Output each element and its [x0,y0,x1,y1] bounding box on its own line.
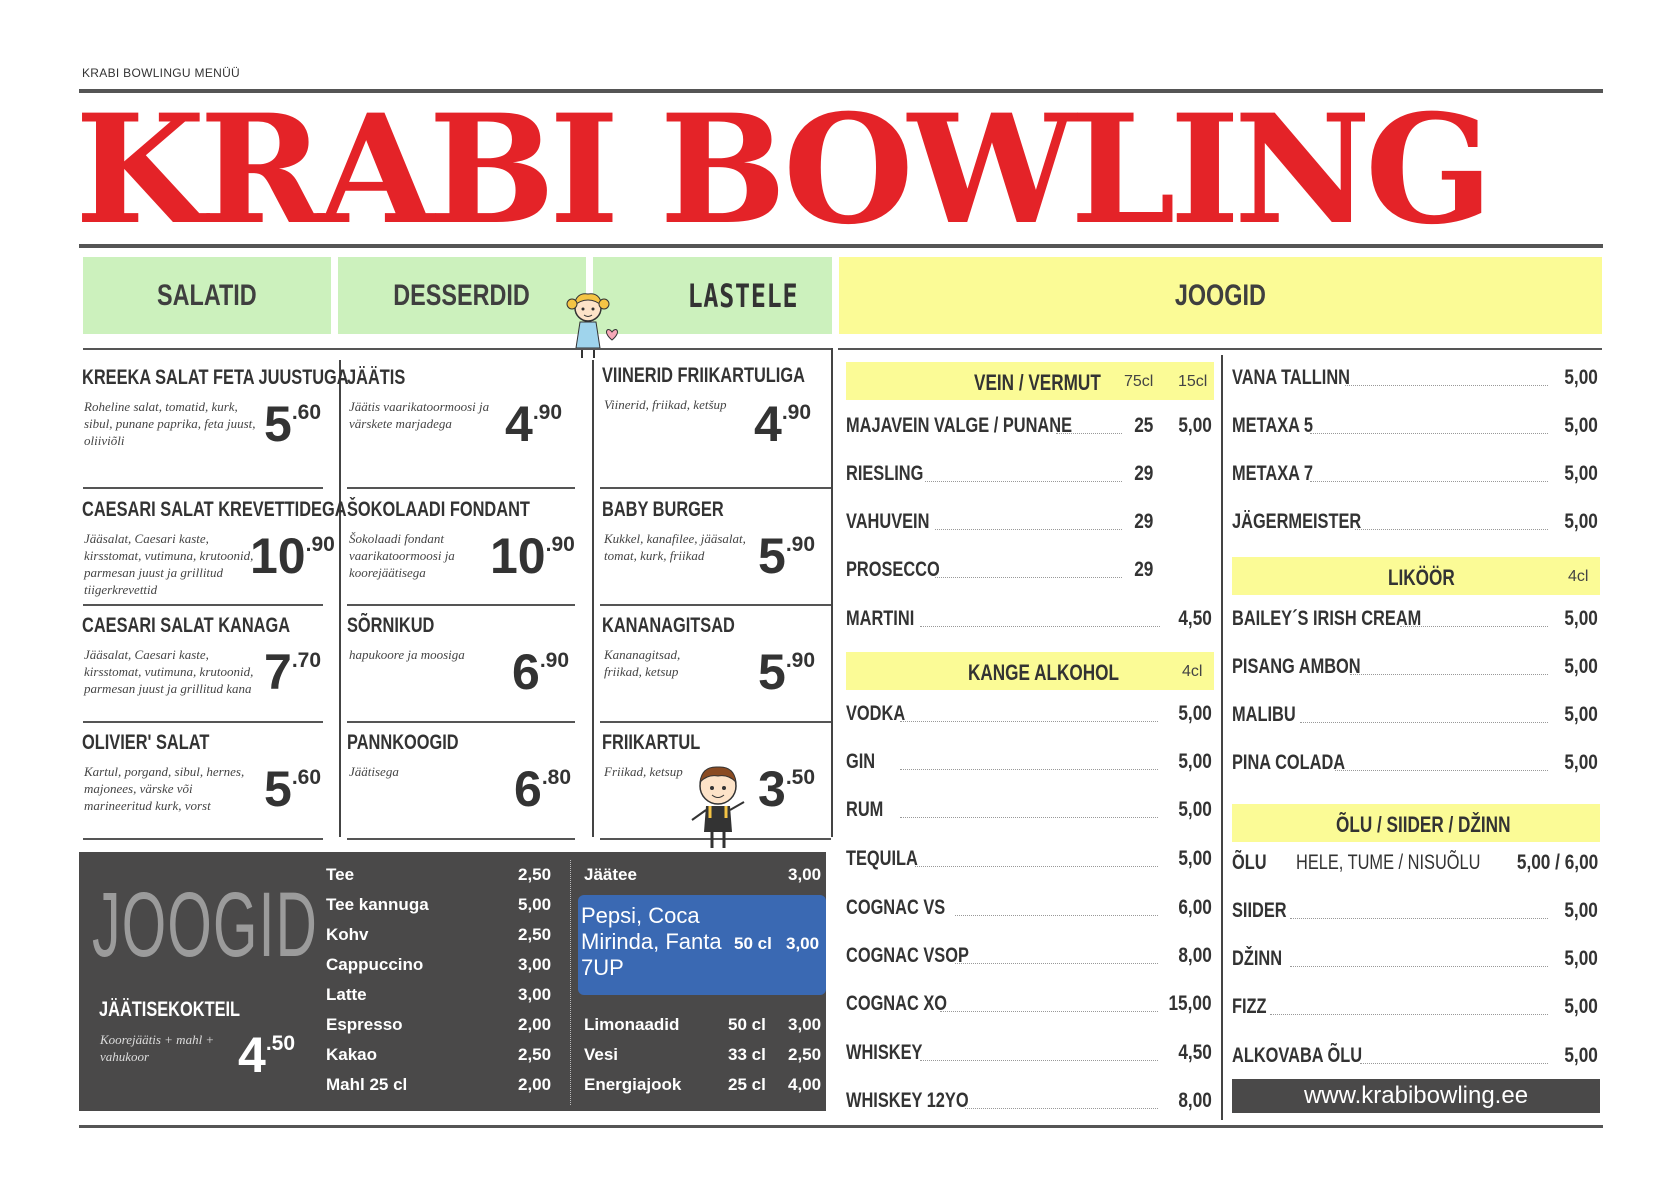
liqueur-header [1232,557,1600,595]
drinks-top-rule [838,348,1602,350]
item-desc: Kananagitsad, friikad, ketsup [604,647,681,679]
drink-price: 2,50 [518,1045,552,1064]
spirits-price: 6,00 [1178,896,1212,919]
page-label: KRABI BOWLINGU MENÜÜ [82,66,241,80]
spirits-item: COGNAC XO [846,992,948,1015]
liqueur-price: 5,00 [1564,751,1598,774]
drink-name: Mahl 25 cl [326,1075,408,1094]
header-desserdid-label: DESSERDID [393,278,531,312]
liqueur-vol: 4cl [1568,568,1589,585]
dot-leader [1290,918,1548,919]
cocktail-desc: Koorejäätis + mahl + vahukoor [100,1032,215,1064]
menu-item-dessert [347,366,587,476]
drink-name: Kakao [326,1045,378,1064]
item-desc: Viinerid, friikad, ketšup [604,397,727,412]
liquor-item: METAXA 7 [1232,462,1313,485]
header-lastele [593,257,832,334]
menu-item-kids [602,614,832,724]
beer-desc: HELE, TUME / NISUÕLU [1296,851,1481,874]
header-desserdid [338,257,586,334]
drink-name: Jäätee [584,865,637,884]
dot-leader [1335,770,1548,771]
bottom-rule [79,1125,1603,1128]
drink-name: Kohv [326,925,369,944]
liquor-item: VANA TALLINN [1232,366,1350,389]
drink-name: Vesi [584,1045,619,1064]
item-desc: Roheline salat, tomatid, kurk, sibul, punane paprika, feta juust, oliiviõli [84,399,256,448]
wine-price-75: 25 [1133,414,1153,437]
drink-price: 3,00 [518,985,552,1004]
title-rule [79,244,1603,248]
item-price: 7.70 [264,644,322,700]
row-divider [347,487,575,489]
item-desc: Kartul, porgand, sibul, hernes, majonees, värske või marineeritud kurk, vorst [84,764,245,813]
dot-leader [935,577,1122,578]
beer-price: 5,00 / 6,00 [1516,851,1598,874]
spirits-item: COGNAC VS [846,896,946,919]
item-price: 4.90 [505,396,563,452]
item-name: FRIIKARTUL [602,731,701,754]
wine-price-15: 4,50 [1178,607,1212,630]
header-salatid [83,257,331,334]
drink-price: 2,00 [518,1075,552,1094]
spirits-item: GIN [846,750,876,773]
beer-price: 5,00 [1564,1044,1598,1067]
beer-item: DŽINN [1232,947,1283,970]
menu-item-salad [82,614,327,724]
drink-price: 3,00 [518,955,552,974]
dot-leader [1345,385,1548,386]
item-desc: hapukoore ja moosiga [349,647,465,662]
spirits-item: RUM [846,798,884,821]
drink-name: Espresso [326,1015,403,1034]
menu-item-salad [82,731,327,841]
wine-item: VAHUVEIN [846,510,930,533]
item-name: VIINERID FRIIKARTULIGA [602,364,805,387]
dot-leader [1310,433,1548,434]
item-price: 6.90 [512,644,570,700]
wine-price-15: 5,00 [1178,414,1212,437]
website-url[interactable]: www.krabibowling.ee [1232,1079,1600,1113]
wine-vol-15: 15cl [1178,373,1208,390]
item-desc: Jäätis vaarikatoormoosi ja värskete marjadega [349,399,490,431]
spirits-item: WHISKEY 12YO [846,1089,969,1112]
item-desc: Jäätisega [349,764,399,779]
dot-leader [1360,1063,1548,1064]
col-divider [592,360,594,837]
item-name: KANANAGITSAD [602,614,735,637]
cocktail-name: JÄÄTISEKOKTEIL [99,998,241,1021]
spirits-price: 4,50 [1178,1041,1212,1064]
dot-leader [1400,626,1548,627]
item-price: 5.60 [264,396,322,452]
beer-title: ÕLU / SIIDER / DŽINN [1336,812,1511,837]
wine-price-75: 29 [1133,558,1153,581]
spirits-price: 8,00 [1178,1089,1212,1112]
wine-vol-75: 75cl [1124,373,1154,390]
beer-price: 5,00 [1564,995,1598,1018]
liqueur-price: 5,00 [1564,655,1598,678]
header-lastele-label: LASTELE [687,276,799,315]
dot-leader [940,1011,1158,1012]
liquor-price: 5,00 [1564,414,1598,437]
spirits-price: 5,00 [1178,847,1212,870]
beer-item: ALKOVABA ÕLU [1232,1044,1363,1067]
item-desc: Jääsalat, Caesari kaste, kirsstomat, vutimuna, krutoonid, parmesan juust ja grillitud kana [84,647,254,696]
menu-item-salad [82,366,349,476]
item-desc: Jääsalat, Caesari kaste, kirsstomat, vutimuna, krutoonid, parmesan juust ja grillitud tiigerkrevettid [84,531,254,597]
soft-drinks-title: JOOGID [92,874,319,976]
item-name: PANNKOOGID [347,731,459,754]
item-name: OLIVIER' SALAT [82,731,210,754]
liqueur-item: PISANG AMBON [1232,655,1361,678]
spirits-price: 8,00 [1178,944,1212,967]
dot-leader [1310,481,1548,482]
dot-leader [1290,966,1548,967]
item-name: ŠOKOLAADI FONDANT [347,498,530,521]
menu-item-salad [82,498,347,608]
spirits-price: 5,00 [1178,798,1212,821]
dot-leader [1350,674,1548,675]
dot-leader [965,1108,1158,1109]
item-price: 6.80 [514,761,572,817]
wine-item: MAJAVEIN VALGE / PUNANE [846,414,1073,437]
dot-leader [920,626,1160,627]
item-price: 10.90 [250,528,335,584]
item-desc: Friikad, ketsup [604,764,683,779]
item-name: BABY BURGER [602,498,724,521]
boy-illustration [688,762,748,852]
soda-names: Pepsi, Coca Mirinda, Fanta 7UP [581,903,722,980]
drink-price: 5,00 [518,895,552,914]
drink-volume: 25 cl [728,1075,766,1094]
liquor-item: METAXA 5 [1232,414,1313,437]
spirits-vol: 4cl [1182,663,1203,680]
spirits-item: TEQUILA [846,847,918,870]
dot-leader [925,481,1122,482]
beer-item: SIIDER [1232,899,1287,922]
wine-item: PROSECCO [846,558,940,581]
drink-price: 4,00 [788,1075,822,1094]
liqueur-item: MALIBU [1232,703,1296,726]
wine-title: VEIN / VERMUT [974,370,1101,395]
dotted-divider [570,860,571,1105]
liqueur-price: 5,00 [1564,607,1598,630]
dot-leader [920,1060,1158,1061]
liquor-price: 5,00 [1564,366,1598,389]
beer-item: FIZZ [1232,995,1267,1018]
menu-item-dessert [347,731,587,841]
item-price: 10.90 [490,528,575,584]
wine-price-75: 29 [1133,510,1153,533]
drink-name: Cappuccino [326,955,424,974]
row-divider [83,487,323,489]
liquor-item: JÄGERMEISTER [1232,510,1362,533]
menu-item-dessert [347,498,592,608]
dot-leader [955,915,1158,916]
spirits-price: 5,00 [1178,702,1212,725]
menu-item-dessert [347,614,587,724]
liqueur-item: BAILEY´S IRISH CREAM [1232,607,1422,630]
beer-price: 5,00 [1564,947,1598,970]
drink-name: Latte [326,985,367,1004]
drink-price: 2,00 [518,1015,552,1034]
item-name: CAESARI SALAT KREVETTIDEGA [82,498,347,521]
dot-leader [915,866,1158,867]
item-name: SÕRNIKUD [347,614,435,637]
dot-leader [900,721,1158,722]
drink-price: 3,00 [788,865,822,884]
dot-leader [935,529,1122,530]
item-price: 4.90 [754,396,812,452]
food-top-rule [83,348,832,350]
soda-volume: 50 cl [734,934,772,953]
drink-price: 3,00 [788,1015,822,1034]
liqueur-price: 5,00 [1564,703,1598,726]
liqueur-item: PINA COLADA [1232,751,1346,774]
col-divider [339,360,341,837]
item-price: 3.50 [758,761,816,817]
drink-price: 2,50 [788,1045,822,1064]
cocktail-price: 4.50 [238,1027,296,1083]
item-price: 5.90 [758,644,816,700]
spirits-price: 15,00 [1168,992,1212,1015]
spirits-header [846,652,1214,690]
dot-leader [1056,433,1122,434]
drink-price: 2,50 [518,865,552,884]
drink-price: 2,50 [518,925,552,944]
col-divider [1221,355,1223,1120]
drink-volume: 50 cl [728,1015,766,1034]
dot-leader [900,817,1158,818]
dot-leader [1270,1014,1548,1015]
spirits-item: COGNAC VSOP [846,944,969,967]
wine-header [846,362,1214,400]
menu-item-kids [602,364,832,474]
beer-header [1232,804,1600,842]
top-rule [79,89,1603,93]
drink-name: Limonaadid [584,1015,680,1034]
menu-item-kids [602,498,832,608]
item-price: 5.90 [758,528,816,584]
beer-item: ÕLU [1232,851,1267,874]
wine-item: RIESLING [846,462,924,485]
item-desc: Kukkel, kanafilee, jääsalat, tomat, kurk, friikad [604,531,746,563]
dot-leader [1300,722,1548,723]
drink-name: Tee kannuga [326,895,429,914]
dot-leader [1355,529,1548,530]
item-name: KREEKA SALAT FETA JUUSTUGA [82,366,349,389]
item-name: JÄÄTIS [347,366,406,389]
wine-item: MARTINI [846,607,915,630]
spirits-title: KANGE ALKOHOL [968,660,1119,685]
wine-price-75: 29 [1133,462,1153,485]
row-divider [600,487,831,489]
girl-illustration [566,292,626,362]
page-title: KRABI BOWLING [75,100,1488,240]
item-desc: Šokolaadi fondant vaarikatoormoosi ja koorejäätisega [349,531,455,580]
drink-volume: 33 cl [728,1045,766,1064]
spirits-item: VODKA [846,702,906,725]
spirits-price: 5,00 [1178,750,1212,773]
header-joogid [839,257,1602,334]
drink-name: Tee [326,865,355,884]
dot-leader [955,963,1158,964]
drink-name: Energiajook [584,1075,682,1094]
liqueur-title: LIKÖÖR [1388,565,1455,590]
item-price: 5.60 [264,761,322,817]
liquor-price: 5,00 [1564,462,1598,485]
soda-price: 3,00 [786,934,820,953]
header-joogid-label: JOOGID [1174,278,1267,312]
dot-leader [900,769,1158,770]
spirits-item: WHISKEY [846,1041,923,1064]
item-name: CAESARI SALAT KANAGA [82,614,291,637]
beer-price: 5,00 [1564,899,1598,922]
header-salatid-label: SALATID [157,278,257,312]
liquor-price: 5,00 [1564,510,1598,533]
